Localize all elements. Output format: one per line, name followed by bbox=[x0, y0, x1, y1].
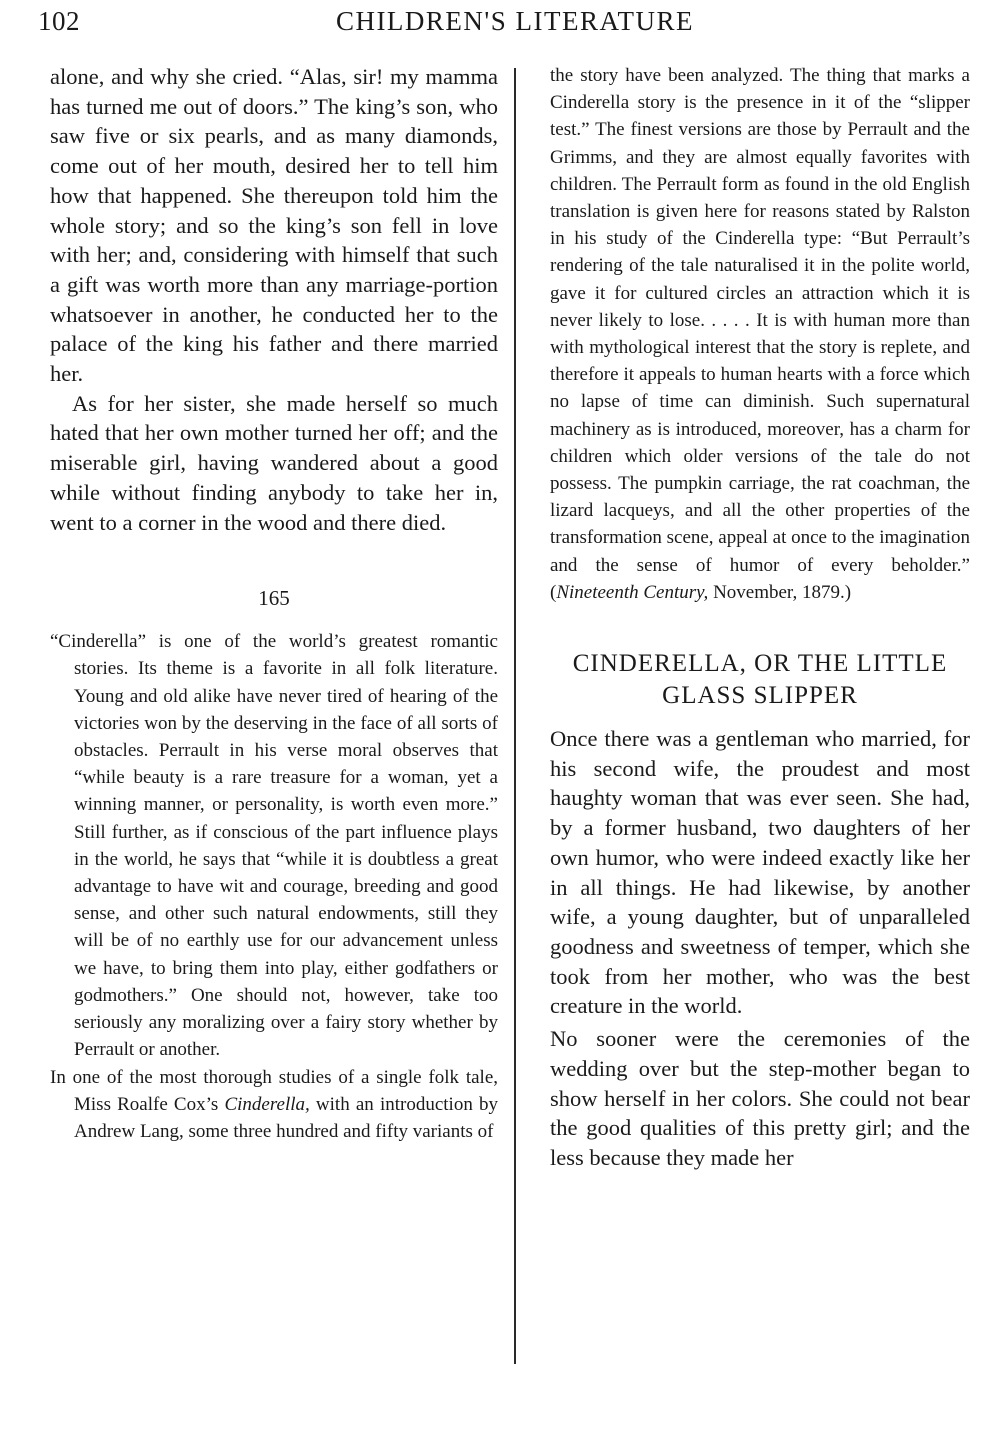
right-column bbox=[550, 62, 970, 1173]
story-paragraph: No sooner were the ceremonies of the wedding over but the step-mother began to show herself in her colors. She could not bear the good qualities of this pretty girl; and the less because they made her bbox=[550, 1026, 970, 1170]
note-paragraph-continued bbox=[550, 62, 970, 606]
note-text: In one of the most thorough studies of a single folk tale, Miss Roalfe Cox’s bbox=[50, 1066, 498, 1115]
running-title: CHILDREN'S LITERATURE bbox=[335, 6, 695, 36]
note-text: the story have been analyzed. The thing that marks a Cinderella story is the presence in it of the “slipper test.” The finest versions are those by Perrault and the Grimms, and they are almost equally favorites with children. The Perrault form as found in the old English translation is given here for reasons stated by Ralston in his study of the Cinderella type: “But Perrault’s rendering of the tale naturalised it in the polite world, gave it for cultured circles an attraction which it is never likely to lose. . . . . It is with human more than with mythological interest that the story is replete, and therefore it appeals to human hearts with a force which no lapse of time can diminish. Such supernatural machinery as is introduced, moreover, has a charm for children which older versions of the tale do not possess. The pumpkin carriage, the rat coachman, the lizard lacqueys, and all the other properties of the transformation scene, appeal at once to the imagination and the sense of humor of every beholder.” ( bbox=[550, 65, 970, 603]
story-paragraph: alone, and why she cried. “Alas, sir! my mamma has turned me out of doors.” The king’s son, who saw five or six pearls, and as many diamonds, come out of her mouth, desired her to tell him how that happened. She thereupon told him the whole story; and so the king’s son fell in love with her; and, considering with himself that such a gift was worth more than any marriage-portion whatsoever in another, he conducted her to the palace of the king his father and there married her. bbox=[50, 64, 498, 387]
column-divider bbox=[514, 68, 516, 1364]
story-paragraph: Once there was a gentleman who married, for his second wife, the proudest and most haughty woman that was ever seen. She had, by a former husband, two daughters of her own humor, who were indeed exactly like her in all things. He had likewise, by another wife, a young daughter, but of unparalleled goodness and sweetness of temper, which she took from her mother, who was the best creature in the world. bbox=[550, 726, 970, 1019]
note-text: with an introduction by Andrew Lang, some three hundred and fifty variants of bbox=[74, 1093, 498, 1142]
note-paragraph: “Cinderella” is one of the world’s greatest romantic stories. Its theme is a favorite in all folk literature. Young and old alike have never tired of hearing of the victories won by the deserving in the face of all sorts of obstacles. Perrault in his verse moral observes that “while beauty is a rare treasure for a woman, yet a winning manner, or personality, is worth even more.” Still further, as if conscious of the part influence plays in the world, he says that “while it is doubtless a great advantage to have wit and courage, breeding and good sense, and other such natural endowments, still they will be of no earthly use for our advancement unless we have, to bring them into play, either godfathers or godmothers.” One should not, however, take too seriously any moralizing over a fairy story whether by Perrault or another. bbox=[50, 631, 498, 1061]
source-title: Nineteenth Century, bbox=[556, 581, 709, 603]
section-number: 165 bbox=[258, 586, 290, 611]
left-column bbox=[50, 62, 498, 1145]
story-paragraph: As for her sister, she made herself so much hated that her own mother turned her off; and the miserable girl, having wandered about a good while without finding anybody to take her in, went to a corner in the wood and there died. bbox=[50, 390, 498, 535]
note-text: November, 1879.) bbox=[708, 581, 852, 603]
note-paragraph bbox=[50, 1064, 498, 1146]
story-title: CINDERELLA, OR THE LITTLE GLASS SLIPPER bbox=[572, 650, 948, 710]
book-title: Cinderella, bbox=[224, 1093, 310, 1115]
page-number: 102 bbox=[38, 6, 80, 36]
